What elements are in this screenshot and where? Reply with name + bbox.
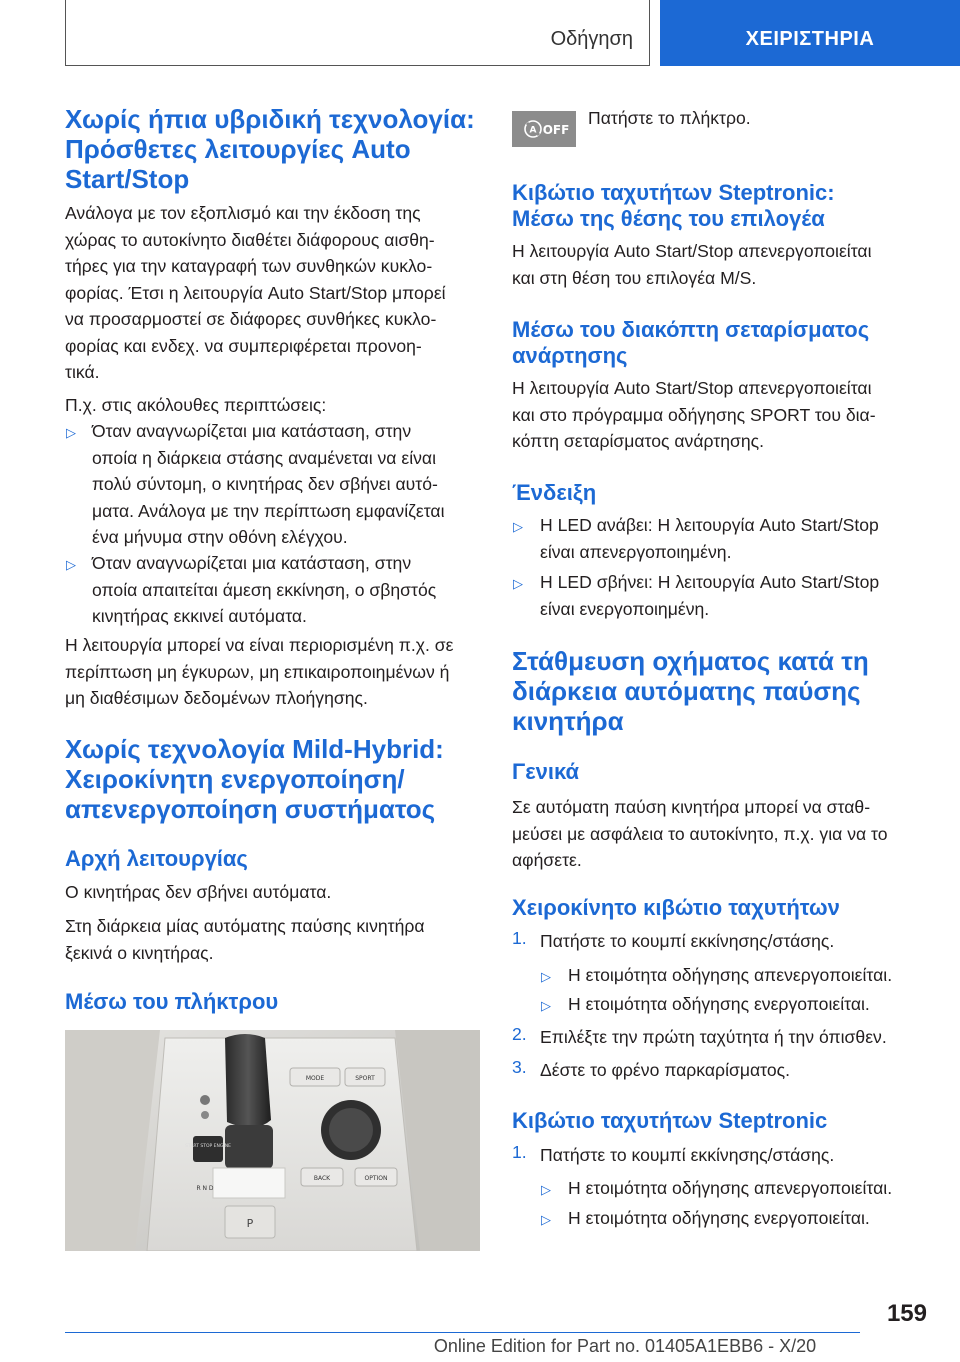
text-line: Όταν αναγνωρίζεται μια κατάσταση, στην xyxy=(92,553,412,573)
heading-indication: Ένδειξη xyxy=(512,480,597,505)
text-line: Η ετοιμότητα οδήγησης απενεργοποιείται. xyxy=(568,965,893,985)
back-label: BACK xyxy=(313,1175,331,1182)
text-line: πολύ σύντομη, ο κινητήρας δεν σβήνει αυτό‐ xyxy=(92,474,438,494)
step-number: 1. xyxy=(512,928,527,948)
footer-edition-text: Online Edition for Part no. 01405A1EBB6 - X/20 xyxy=(433,1336,817,1356)
text-line: είναι απενεργοποιημένη. xyxy=(540,541,732,562)
bullet-triangle-icon: ▷ xyxy=(66,557,76,572)
heading-line: απενεργοποίηση συστήματος xyxy=(65,794,436,824)
paragraph-navigation-limit xyxy=(65,632,454,712)
option-label: OPTION xyxy=(364,1175,388,1182)
text-line: Ο κινητήρας δεν σβήνει αυτόματα. xyxy=(65,882,332,902)
bullet-triangle-icon: ▷ xyxy=(541,1182,551,1197)
text-line: Σε αυτόματη παύση κινητήρα μπορεί να σταθ‐ xyxy=(512,797,871,817)
text-line: Στη διάρκεια μίας αυτόματης παύσης κινητήρα xyxy=(65,916,425,936)
sub-step-ready-off xyxy=(568,1175,892,1202)
paragraph-engine-restart xyxy=(65,913,425,966)
bullet-triangle-icon: ▷ xyxy=(541,969,551,984)
paragraph-park-safely xyxy=(512,794,888,874)
text-line: οποία απαιτείται άμεση εκκίνηση, ο σβηστός xyxy=(92,579,437,600)
heading-line: Start/Stop xyxy=(65,164,190,194)
text-line: χώρας το αυτοκίνητο διαθέτει διάφορους αισθη‐ xyxy=(65,229,435,250)
heading-line: Μέσω της θέσης του επιλογέα xyxy=(512,206,825,231)
text-line: οποία η διάρκεια στάσης αναμένεται να είναι xyxy=(92,447,436,468)
heading-line: Χωρίς τεχνολογία Mild-Hybrid: xyxy=(65,734,444,764)
text-line: Η ετοιμότητα οδήγησης ενεργοποιείται. xyxy=(568,994,870,1014)
text-line: Δέστε το φρένο παρκαρίσματος. xyxy=(540,1060,790,1080)
page-number: 159 xyxy=(886,1300,927,1327)
sub-step-ready-on xyxy=(568,991,870,1018)
header-chapter-title: ΧΕΙΡΙΣΤΗΡΙΑ xyxy=(745,28,875,50)
gear-label: R N D xyxy=(196,1185,214,1192)
heading-general: Γενικά xyxy=(512,759,580,784)
step-number: 3. xyxy=(512,1057,527,1077)
text-line: Η λειτουργία Auto Start/Stop απενεργοποιείται xyxy=(512,241,872,261)
step-select-gear xyxy=(540,1024,887,1051)
heading-line: κινητήρα xyxy=(512,706,624,736)
text-line: Η LED σβήνει: Η λειτουργία Auto Start/Stop xyxy=(540,572,880,592)
heading-line: Κιβώτιο ταχυτήτων Steptronic: xyxy=(512,180,835,205)
text-line: κινητήρας εκκινεί αυτόματα. xyxy=(92,606,307,626)
heading-line: διάρκεια αυτόματης παύσης xyxy=(512,676,861,706)
text-line: τήρες για την καταγραφή των συνθηκών κυκλο‐ xyxy=(65,256,433,276)
text-line: μεύσει με ασφάλεια το αυτοκίνητο, π.χ. για να το xyxy=(512,823,888,844)
heading-line: Πρόσθετες λειτουργίες Auto xyxy=(65,134,411,164)
text-line: Η ετοιμότητα οδήγησης απενεργοποιείται. xyxy=(568,1178,893,1198)
text-line: φορίας. Έτσι η λειτουργία Auto Start/Stop μπορεί xyxy=(65,282,446,303)
heading-line: ανάρτησης xyxy=(512,343,628,368)
heading-steptronic-selector xyxy=(512,180,835,232)
heading-manual-activation xyxy=(65,734,444,824)
text-line: και στο πρόγραμμα οδήγησης SPORT του δια‐ xyxy=(512,404,876,425)
text-line: Π.χ. στις ακόλουθες περιπτώσεις: xyxy=(65,395,327,415)
bullet-short-stop xyxy=(92,418,444,551)
text-line: ένα μήνυμα στην οθόνη ελέγχου. xyxy=(92,527,348,547)
bullet-triangle-icon: ▷ xyxy=(513,576,523,591)
paragraph-sport-mode xyxy=(512,375,876,455)
off-label: OFF xyxy=(542,123,570,137)
paragraph-examples-intro xyxy=(65,392,326,419)
text-line: Πατήστε το κουμπί εκκίνησης/στάσης. xyxy=(540,1145,835,1165)
text-line: αφήσετε. xyxy=(512,850,582,870)
heading-steptronic: Κιβώτιο ταχυτήτων Steptronic xyxy=(512,1108,828,1133)
start-stop-label: START STOP ENGINE xyxy=(185,1144,231,1149)
heading-no-mild-hybrid-auto-start-stop xyxy=(65,104,475,194)
bullet-triangle-icon: ▷ xyxy=(66,425,76,440)
text-line: κόπτη σεταρίσματος ανάρτησης. xyxy=(512,431,765,451)
text-line: Η LED ανάβει: Η λειτουργία Auto Start/Stop xyxy=(540,515,879,535)
heading-manual-gearbox: Χειροκίνητο κιβώτιο ταχυτήτων xyxy=(512,895,840,920)
text-line: να προσαρμοστεί σε διάφορες συνθήκες κυκλο‐ xyxy=(65,309,437,329)
heading-line: Χειροκίνητη ενεργοποίηση/ xyxy=(65,764,405,794)
text-line: και στη θέση του επιλογέα M/S. xyxy=(512,267,757,288)
text-line: μη διαθέσιμων δεδομένων πλοήγησης. xyxy=(65,688,368,708)
paragraph-no-auto-stop xyxy=(65,879,331,906)
header-section-title: Οδήγηση xyxy=(550,28,633,50)
text-line: φορίας και ενδεχ. να συμπεριφέρεται προνοη‐ xyxy=(65,335,422,356)
bullet-triangle-icon: ▷ xyxy=(513,519,523,534)
paragraph-press-button xyxy=(588,105,751,132)
svg-text:A: A xyxy=(529,125,537,136)
sport-label: SPORT xyxy=(355,1075,375,1082)
text-line: Πατήστε το πλήκτρο. xyxy=(588,108,751,128)
mode-label: MODE xyxy=(305,1075,325,1082)
sub-step-ready-on xyxy=(568,1205,870,1232)
sub-step-ready-off xyxy=(568,962,892,989)
indication-led-on xyxy=(540,512,879,565)
heading-parking-during-auto-stop xyxy=(512,646,869,736)
text-line: ματα. Ανάλογα με την περίπτωση εμφανίζεται xyxy=(92,500,445,521)
text-line: Η λειτουργία μπορεί να είναι περιορισμένη π.χ. σε xyxy=(65,635,454,655)
step-press-start-stop xyxy=(540,928,834,955)
bullet-triangle-icon: ▷ xyxy=(541,998,551,1013)
center-console-illustration xyxy=(65,1030,480,1251)
center-console-image xyxy=(65,1030,480,1251)
heading-operating-principle: Αρχή λειτουργίας xyxy=(65,846,248,871)
auto-start-stop-off-button-image xyxy=(512,111,576,147)
bullet-triangle-icon: ▷ xyxy=(541,1212,551,1227)
text-line: ξεκινά ο κινητήρας. xyxy=(65,942,214,963)
header-section-box xyxy=(65,0,650,66)
step-number: 2. xyxy=(512,1024,527,1044)
heading-via-button: Μέσω του πλήκτρου xyxy=(65,989,279,1014)
footer-divider xyxy=(65,1332,860,1333)
heading-suspension-switch xyxy=(512,317,869,369)
heading-line: Στάθμευση οχήματος κατά τη xyxy=(512,646,869,676)
text-line: Πατήστε το κουμπί εκκίνησης/στάσης. xyxy=(540,931,835,951)
text-line: είναι ενεργοποιημένη. xyxy=(540,598,710,619)
auto-start-stop-off-icon xyxy=(512,111,576,147)
indication-led-off xyxy=(540,569,879,622)
step-number: 1. xyxy=(512,1142,527,1162)
text-line: Επιλέξτε την πρώτη ταχύτητα ή την όπισθεν. xyxy=(540,1027,887,1047)
step-parking-brake xyxy=(540,1057,790,1084)
step-press-start-stop-steptronic xyxy=(540,1142,834,1169)
text-line: Όταν αναγνωρίζεται μια κατάσταση, στην xyxy=(92,421,412,441)
footer-edition xyxy=(0,1336,960,1357)
text-line: τικά. xyxy=(65,362,100,382)
heading-line: Μέσω του διακόπτη σεταρίσματος xyxy=(512,317,870,342)
header-chapter-tab xyxy=(660,0,960,66)
text-line: περίπτωση μη έγκυρων, μη επικαιροποιημένων ή xyxy=(65,661,450,682)
text-line: Ανάλογα με τον εξοπλισμό και την έκδοση της xyxy=(65,203,421,223)
heading-line: Χωρίς ήπια υβριδική τεχνολογία: xyxy=(65,104,475,134)
paragraph-sensors xyxy=(65,200,446,386)
text-line: Η λειτουργία Auto Start/Stop απενεργοποιείται xyxy=(512,378,872,398)
paragraph-selector-ms xyxy=(512,238,871,291)
bullet-immediate-start xyxy=(92,550,436,630)
text-line: Η ετοιμότητα οδήγησης ενεργοποιείται. xyxy=(568,1208,870,1228)
svg-text:P: P xyxy=(246,1217,254,1230)
